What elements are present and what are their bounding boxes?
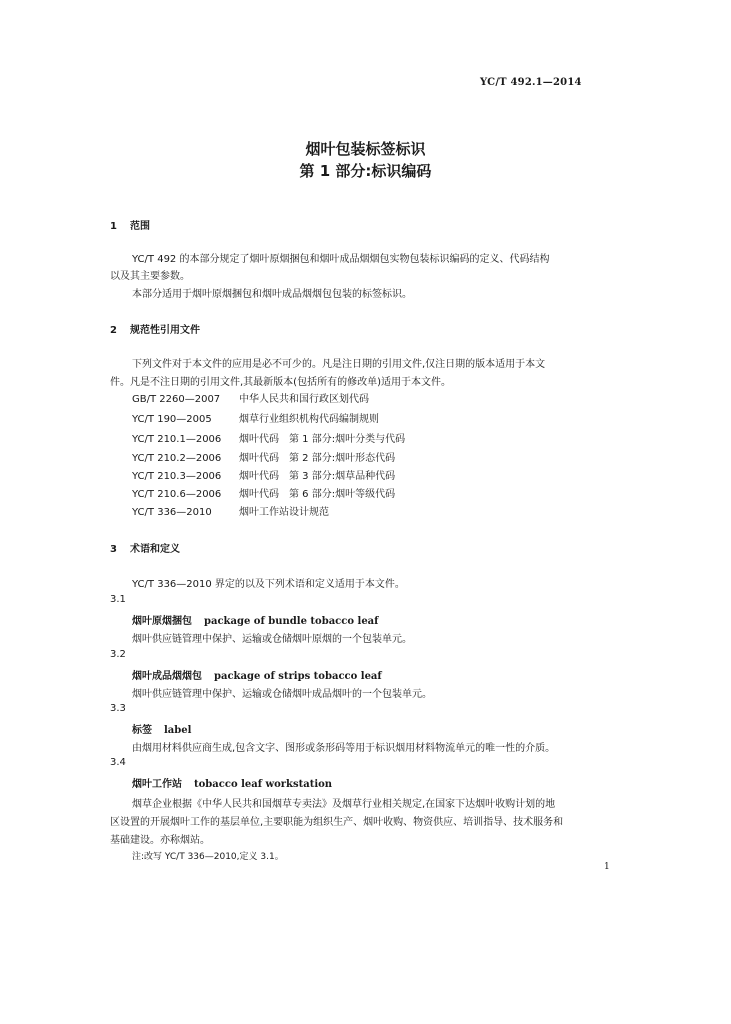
term-note: 注:改写 YC/T 336—2010,定义 3.1。	[132, 852, 284, 862]
term-definition: 由烟用材料供应商生成,包含文字、图形或条形码等用于标识烟用材料物流单元的唯一性的介质。	[132, 743, 556, 754]
term-number: 3.2	[110, 649, 126, 660]
document-title: 烟叶包装标签标识	[305, 140, 426, 158]
section-1-heading	[110, 217, 150, 232]
term-en: tobacco leaf workstation	[194, 779, 333, 790]
term-number: 3.1	[110, 594, 126, 605]
term-definition: 基础建设。亦称烟站。	[110, 835, 210, 846]
reference-code: YC/T 210.1—2006	[132, 434, 222, 445]
section-3-heading	[110, 540, 180, 555]
page-number: 1	[604, 862, 610, 872]
section-title: 规范性引用文件	[130, 325, 200, 336]
reference-code: GB/T 2260—2007	[132, 394, 221, 405]
reference-title: 中华人民共和国行政区划代码	[239, 394, 369, 405]
paragraph-line: 本部分适用于烟叶原烟捆包和烟叶成品烟烟包包装的标签标识。	[132, 289, 412, 300]
term-zh: 烟叶工作站	[132, 779, 182, 790]
paragraph-line: 件。凡是不注日期的引用文件,其最新版本(包括所有的修改单)适用于本文件。	[110, 377, 451, 388]
term-heading	[132, 667, 382, 682]
reference-code: YC/T 336—2010	[132, 507, 212, 518]
section-number: 1	[110, 221, 117, 232]
reference-title: 烟叶代码 第 2 部分:烟叶形态代码	[239, 453, 396, 464]
reference-code: YC/T 190—2005	[132, 414, 212, 425]
term-number: 3.3	[110, 703, 126, 714]
reference-title: 烟叶工作站设计规范	[239, 507, 329, 518]
normative-reference	[132, 390, 369, 405]
section-title: 范围	[130, 221, 150, 232]
normative-reference	[132, 467, 395, 482]
section-2-heading	[110, 321, 200, 336]
term-heading	[132, 775, 332, 790]
paragraph-line: 下列文件对于本文件的应用是必不可少的。凡是注日期的引用文件,仅注日期的版本适用于本文	[132, 359, 546, 370]
term-zh: 烟叶原烟捆包	[132, 616, 192, 627]
document-subtitle: 第 1 部分:标识编码	[299, 162, 432, 180]
section-number: 2	[110, 325, 117, 336]
term-en: label	[164, 725, 192, 736]
term-definition: 区设置的开展烟叶工作的基层单位,主要职能为组织生产、烟叶收购、物资供应、培训指导、技术服务和	[110, 817, 564, 828]
normative-reference	[132, 503, 329, 518]
reference-code: YC/T 210.6—2006	[132, 489, 222, 500]
normative-reference	[132, 410, 379, 425]
reference-code: YC/T 210.2—2006	[132, 453, 222, 464]
term-definition: 烟叶供应链管理中保护、运输或仓储烟叶成品烟叶的一个包装单元。	[132, 689, 432, 700]
normative-reference	[132, 430, 405, 445]
reference-title: 烟草行业组织机构代码编制规则	[239, 414, 379, 425]
paragraph-line: YC/T 336—2010 界定的以及下列术语和定义适用于本文件。	[132, 579, 405, 590]
term-definition: 烟草企业根据《中华人民共和国烟草专卖法》及烟草行业相关规定,在国家下达烟叶收购计划的地	[132, 799, 556, 810]
term-zh: 烟叶成品烟烟包	[132, 671, 202, 682]
term-en: package of strips tobacco leaf	[214, 671, 382, 682]
reference-title: 烟叶代码 第 3 部分:烟草品种代码	[239, 471, 396, 482]
term-en: package of bundle tobacco leaf	[204, 616, 379, 627]
standard-code: YC/T 492.1—2014	[480, 77, 582, 88]
section-title: 术语和定义	[130, 544, 180, 555]
reference-code: YC/T 210.3—2006	[132, 471, 222, 482]
term-heading	[132, 612, 378, 627]
term-number: 3.4	[110, 757, 126, 768]
reference-title: 烟叶代码 第 1 部分:烟叶分类与代码	[239, 434, 406, 445]
paragraph-line: 以及其主要参数。	[110, 271, 190, 282]
term-definition: 烟叶供应链管理中保护、运输或仓储烟叶原烟的一个包装单元。	[132, 634, 412, 645]
normative-reference	[132, 485, 395, 500]
term-heading	[132, 721, 191, 736]
normative-reference	[132, 449, 395, 464]
term-zh: 标签	[132, 725, 152, 736]
paragraph-line: YC/T 492 的本部分规定了烟叶原烟捆包和烟叶成品烟烟包实物包装标识编码的定义、代码结构	[132, 254, 550, 265]
reference-title: 烟叶代码 第 6 部分:烟叶等级代码	[239, 489, 396, 500]
section-number: 3	[110, 544, 117, 555]
